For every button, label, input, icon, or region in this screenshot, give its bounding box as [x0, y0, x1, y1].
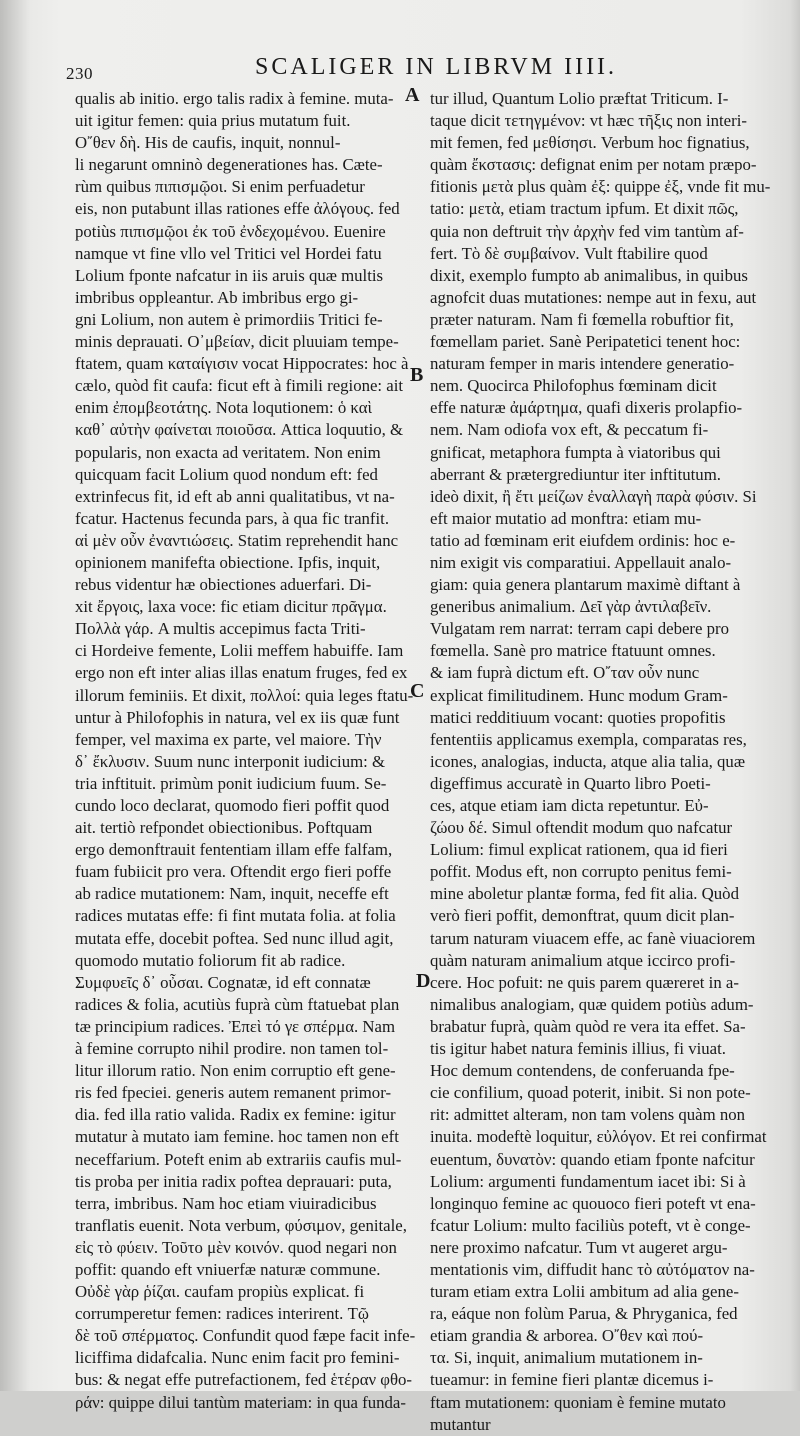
text-line: extrinfecus fit, id eft ab anni qualitatibus, vt na- — [75, 486, 395, 506]
text-line: dia. fed illa ratio valida. Radix ex femine: igitur — [75, 1105, 396, 1125]
page-number: 230 — [66, 64, 93, 83]
text-line: radices mutatas effe: fi fint mutata folia. at folia — [75, 906, 396, 926]
text-line: longinquo femine ac quouoco fieri poteft vt ena- — [430, 1193, 756, 1213]
right-text-column — [430, 88, 775, 1436]
text-line: ab radice mutationem: Nam, inquit, neceffe eft — [75, 884, 389, 904]
text-line: τα. Si, inquit, animalium mutationem in- — [430, 1348, 703, 1368]
text-line: gni Lolium, non autem è primordiis Tritici fe- — [75, 309, 383, 329]
text-line: fert. Τὸ δὲ συμβαίνον. Vult ftabilire quod — [430, 243, 708, 263]
text-line: imbribus oppleantur. Ab imbribus ergo gi- — [75, 287, 359, 307]
running-head: SCALIGER IN LIBRVM IIII. — [255, 54, 618, 80]
text-line: potiùs πιπισμῷοι ἐκ τοῦ ἐνδεχομένου. Euenire — [75, 221, 386, 241]
text-line: liciffima didafcalia. Nunc enim facit pro femini- — [75, 1348, 400, 1368]
text-line: Ο῎θεν δὴ. His de caufis, inquit, nonnul- — [75, 133, 341, 153]
text-line: minis deprauati. Ο᾽μβείαν, dicit pluuiam tempe- — [75, 332, 399, 352]
text-line: li negarunt omninò degenerationes has. Cæte- — [75, 155, 383, 175]
text-line: ftatem, quam καταίγισιν vocat Hippocrates: hoc à — [75, 354, 409, 374]
text-line: Συμφυεῖς δ᾽ οὖσαι. Cognatæ, id eft connatæ — [75, 972, 371, 992]
text-line: mutata effe, docebit poftea. Sed nunc illud agit, — [75, 928, 394, 948]
text-line: cere. Hoc pofuit: ne quis parem quæreret in a- — [430, 972, 739, 992]
text-line: fœmella. Sanè pro matrice ftatuunt omnes. — [430, 641, 716, 661]
text-line: præter naturam. Nam fi fœmella robuftior fit, — [430, 309, 734, 329]
text-line: fcatur. Hactenus fecunda pars, à qua fic tranfit. — [75, 508, 390, 528]
text-line: tur illud, Quantum Lolio præftat Triticum. I- — [430, 89, 729, 108]
text-line: corrumperetur femen: radices interirent. Τῷ — [75, 1304, 369, 1324]
text-line: eft maior mutatio ad monftra: etiam mu- — [430, 508, 702, 528]
text-line: αἱ μὲν οὖν ἐναντιώσεις. Statim reprehendit hanc — [75, 530, 399, 550]
text-line: tis igitur habet natura feminis illius, fi viuat. — [430, 1039, 726, 1059]
text-line: bus: & negat effe putrefactionem, fed ἑτέραν φθο- — [75, 1370, 412, 1390]
text-line: mutatur à mutato iam femine. hoc tamen non eft — [75, 1127, 399, 1147]
text-line: tatio ad fœminam erit eiufdem ordinis: hoc e- — [430, 530, 736, 550]
text-line: ergo demonftrauit fententiam illam effe falfam, — [75, 840, 393, 860]
text-line: nimalibus analogiam, quæ quidem potiùs adum- — [430, 994, 754, 1014]
text-line: icones, analogias, inducta, atque alia talia, quæ — [430, 751, 746, 771]
text-line: & iam fuprà dictum eft. Ο῎ταν οὖν nunc — [430, 663, 700, 683]
margin-letter-c: C — [410, 680, 425, 702]
text-line: neceffarium. Poteft enim ab extrariis caufis mul- — [75, 1149, 402, 1169]
text-line: nere proximo nafcatur. Tum vt augeret argu- — [430, 1237, 728, 1257]
text-line: popularis, non exacta ad veritatem. Non enim — [75, 442, 381, 462]
text-line: nem. Quocirca Philofophus fœminam dicit — [430, 376, 717, 396]
text-line: mutantur — [430, 1414, 491, 1434]
text-line: ergo non eft inter alias illas enatum fruges, fed ex — [75, 663, 408, 683]
text-line: radices & folia, acutiùs fuprà cùm ftatuebat plan — [75, 994, 400, 1014]
text-line: turam etiam extra Lolii ambitum ad alia gene- — [430, 1282, 739, 1302]
text-line: quicquam facit Lolium quod nondum eft: fed — [75, 464, 378, 484]
text-line: ftam mutationem: quoniam è femine mutato — [430, 1392, 726, 1412]
left-text-column — [75, 88, 420, 1414]
text-line: quomodo mutatio foliorum fit ab radice. — [75, 950, 346, 970]
text-line: untur à Philofophis in natura, vel ex iis quæ funt — [75, 707, 400, 727]
text-line: Οὐδὲ γὰρ ῥίζαι. caufam propiùs explicat. fi — [75, 1282, 365, 1302]
text-line: ces, atque etiam iam dicta repetuntur. Εὐ- — [430, 796, 709, 815]
text-line: ra, eáque non folùm Parua, & Phryganica, fed — [430, 1304, 738, 1324]
text-line: δ᾽ ἔκλυσιν. Suum nunc interponit iudicium: & — [75, 751, 386, 771]
text-line: matici redditiuum vocant: quoties propofitis — [430, 707, 726, 727]
text-line: effe naturæ ἀμάρτημα, quafi dixeris prolapfio- — [430, 398, 743, 418]
text-line: tatio: μετὰ, etiam tractum ipfum. Et dixit πῶς, — [430, 199, 739, 219]
text-line: digeffimus accuratè in Quarto libro Poeti- — [430, 773, 711, 793]
text-line: à femine corrupto nihil prodire. non tamen tol- — [75, 1039, 389, 1059]
text-line: naturam femper in maris intendere generatio- — [430, 354, 735, 374]
text-line: xit ἔργοις, laxa voce: fic etiam dicitur πρᾶγμα. — [75, 597, 387, 617]
text-line: tria inftituit. primùm ponit iudicium fuum. Se- — [75, 773, 387, 793]
text-line: Lolium: fimul explicat rationem, qua id fieri — [430, 840, 728, 860]
text-line: nem. Nam odiofa vox eft, & peccatum fi- — [430, 420, 709, 440]
text-line: καθ᾽ αὐτὴν φαίνεται ποιοῦσα. Attica loquutio, & — [75, 420, 404, 440]
margin-letter-b: B — [410, 364, 424, 386]
text-line: poffit. Modus eft, non corrupto penitus femi- — [430, 862, 732, 882]
text-line: cælo, quòd fit caufa: ficut eft à fimili regione: ait — [75, 376, 404, 396]
text-line: fcatur Lolium: multo faciliùs poteft, vt è conge- — [430, 1215, 751, 1235]
text-line: euentum, δυνατὸν: quando etiam fponte nafcitur — [430, 1149, 755, 1169]
text-line: terra, imbribus. Nam hoc etiam viuiradicibus — [75, 1193, 377, 1213]
text-line: εἰς τὸ φύειν. Τοῦτο μὲν κοινόν. quod negari non — [75, 1237, 397, 1257]
text-line: generibus animalium. Δεῖ γὰρ ἀντιλαβεῖν. — [430, 597, 712, 617]
text-line: quàm ἔκστασις: defignat enim per notam præpo- — [430, 155, 757, 175]
text-line: taque dicit τετηγμένον: vt hæc τῆξις non interi- — [430, 111, 747, 131]
text-line: opinionem manifefta obiectione. Ipfis, inquit, — [75, 552, 381, 572]
text-line: aberrant & prætergrediuntur iter inftitutum. — [430, 464, 721, 484]
text-line: fententiis applicamus exempla, comparatas res, — [430, 729, 747, 749]
text-line: tarum naturam viuacem effe, ac fanè viuaciorem — [430, 928, 756, 948]
text-line: etiam grandia & arborea. Ο῎θεν καὶ πού- — [430, 1326, 704, 1346]
text-line: quàm naturam animalium atque iccirco profi- — [430, 950, 736, 970]
text-line: femper, vel maxima ex parte, vel maiore. Τὴν — [75, 729, 382, 749]
text-line: ράν: quippe dilui tantùm materiam: in qua funda- — [75, 1392, 406, 1412]
text-line: nim exigit vis comparatiui. Appellauit analo- — [430, 552, 732, 572]
text-line: illorum feminiis. Et dixit, πολλοί: quia leges ftatu- — [75, 685, 414, 705]
text-line: mine aboletur plantæ forma, fed fit alia. Quòd — [430, 884, 739, 904]
page-header — [0, 50, 800, 90]
text-line: dixit, exemplo fumpto ab animalibus, in quibus — [430, 265, 748, 285]
text-line: Hoc demum contendens, de conferuanda fpe- — [430, 1061, 735, 1081]
text-line: rit: admittet alteram, non tam volens quàm non — [430, 1105, 746, 1125]
text-line: δὲ τοῦ σπέρματος. Confundit quod fæpe facit infe- — [75, 1326, 416, 1346]
text-line: tranflatis euenit. Nota verbum, φύσιμον, genitale, — [75, 1215, 407, 1235]
text-line: tis proba per initia radix poftea deprauari: puta, — [75, 1171, 392, 1191]
text-line: quia non deftruit τὴν ἀρχὴν fed vim tantùm af- — [430, 221, 744, 241]
text-line: tueamur: in femine fieri plantæ dicemus i- — [430, 1370, 714, 1390]
text-line: uit igitur femen: quia prius mutatum fuit. — [75, 111, 351, 131]
text-line: mit femen, fed μεθίσησι. Verbum hoc fignatius, — [430, 133, 750, 153]
text-line: explicat fimilitudinem. Hunc modum Gram- — [430, 685, 728, 705]
text-line: inuita. modeftè loquitur, εὐλόγον. Et rei confirmat — [430, 1127, 767, 1147]
text-line: verò fieri poffit, demonftrat, quum dicit plan- — [430, 906, 735, 926]
text-line: gnificat, metaphora fumpta à viatoribus qui — [430, 442, 721, 462]
text-line: enim ἐπομβεοτάτης. Nota loqutionem: ὁ καὶ — [75, 398, 373, 418]
text-line: fuam fubiicit pro vera. Oftendit ergo fieri poffe — [75, 862, 392, 882]
text-line: rùm quibus πιπισμῷοι. Si enim perfuadetur — [75, 177, 365, 197]
text-line: eis, non putabunt illas rationes effe ἀλόγους. fed — [75, 199, 400, 219]
text-line: Vulgatam rem narrat: terram capi debere pro — [430, 619, 730, 639]
text-line: ris fed fpeciei. generis autem remanent primor- — [75, 1083, 392, 1103]
text-line: poffit: quando eft vniuerfæ naturæ commune. — [75, 1259, 381, 1279]
text-line: Lolium fponte nafcatur in iis aruis quæ multis — [75, 265, 384, 285]
text-line: tæ principium radices. Ἐπεὶ τό γε σπέρμα. Nam — [75, 1016, 396, 1036]
text-line: Lolium: argumenti fundamentum iacet ibi: Si à — [430, 1171, 746, 1191]
text-line: cundo loco declarat, quomodo fieri poffit quod — [75, 796, 390, 815]
text-line: ait. tertiò refpondet obiectionibus. Poftquam — [75, 818, 373, 838]
text-line: fœmellam pariet. Sanè Peripatetici tenent hoc: — [430, 332, 741, 352]
text-line: cie confilium, quoad poterit, inibit. Si non pote- — [430, 1083, 751, 1103]
text-line: rebus videntur hæ obiectiones aduerfari. Di- — [75, 575, 372, 595]
text-line: brabatur fuprà, quàm quòd re vera ita effet. Sa- — [430, 1016, 746, 1036]
text-line: giam: quia genera plantarum maximè diftant à — [430, 575, 741, 595]
text-line: namque vt fine vllo vel Tritici vel Hordei fatu — [75, 243, 382, 263]
margin-letter-d: D — [416, 970, 431, 992]
text-line: ζώου δέ. Simul oftendit modum quo nafcatur — [430, 818, 733, 838]
text-line: ci Hordeive femente, Lolii meffem habuiffe. Iam — [75, 641, 404, 661]
text-line: qualis ab initio. ergo talis radix à femine. muta- — [75, 89, 394, 108]
text-line: fitionis μετὰ plus quàm ἐξ: quippe ἐξ, vnde fit mu- — [430, 177, 771, 197]
text-line: agnofcit duas mutationes: nempe aut in fexu, aut — [430, 287, 757, 307]
text-line: litur illorum ratio. Non enim corruptio eft gene- — [75, 1061, 396, 1081]
margin-letter-a: A — [405, 84, 420, 106]
text-line: Πολλὰ γάρ. A multis accepimus facta Triti- — [75, 619, 366, 639]
text-line: mentationis vim, diffudit hanc τὸ αὐτόματον na- — [430, 1259, 755, 1279]
text-line: ideò dixit, ἢ ἔτι μείζων ἐναλλαγὴ παρὰ φύσιν. Si — [430, 486, 757, 506]
